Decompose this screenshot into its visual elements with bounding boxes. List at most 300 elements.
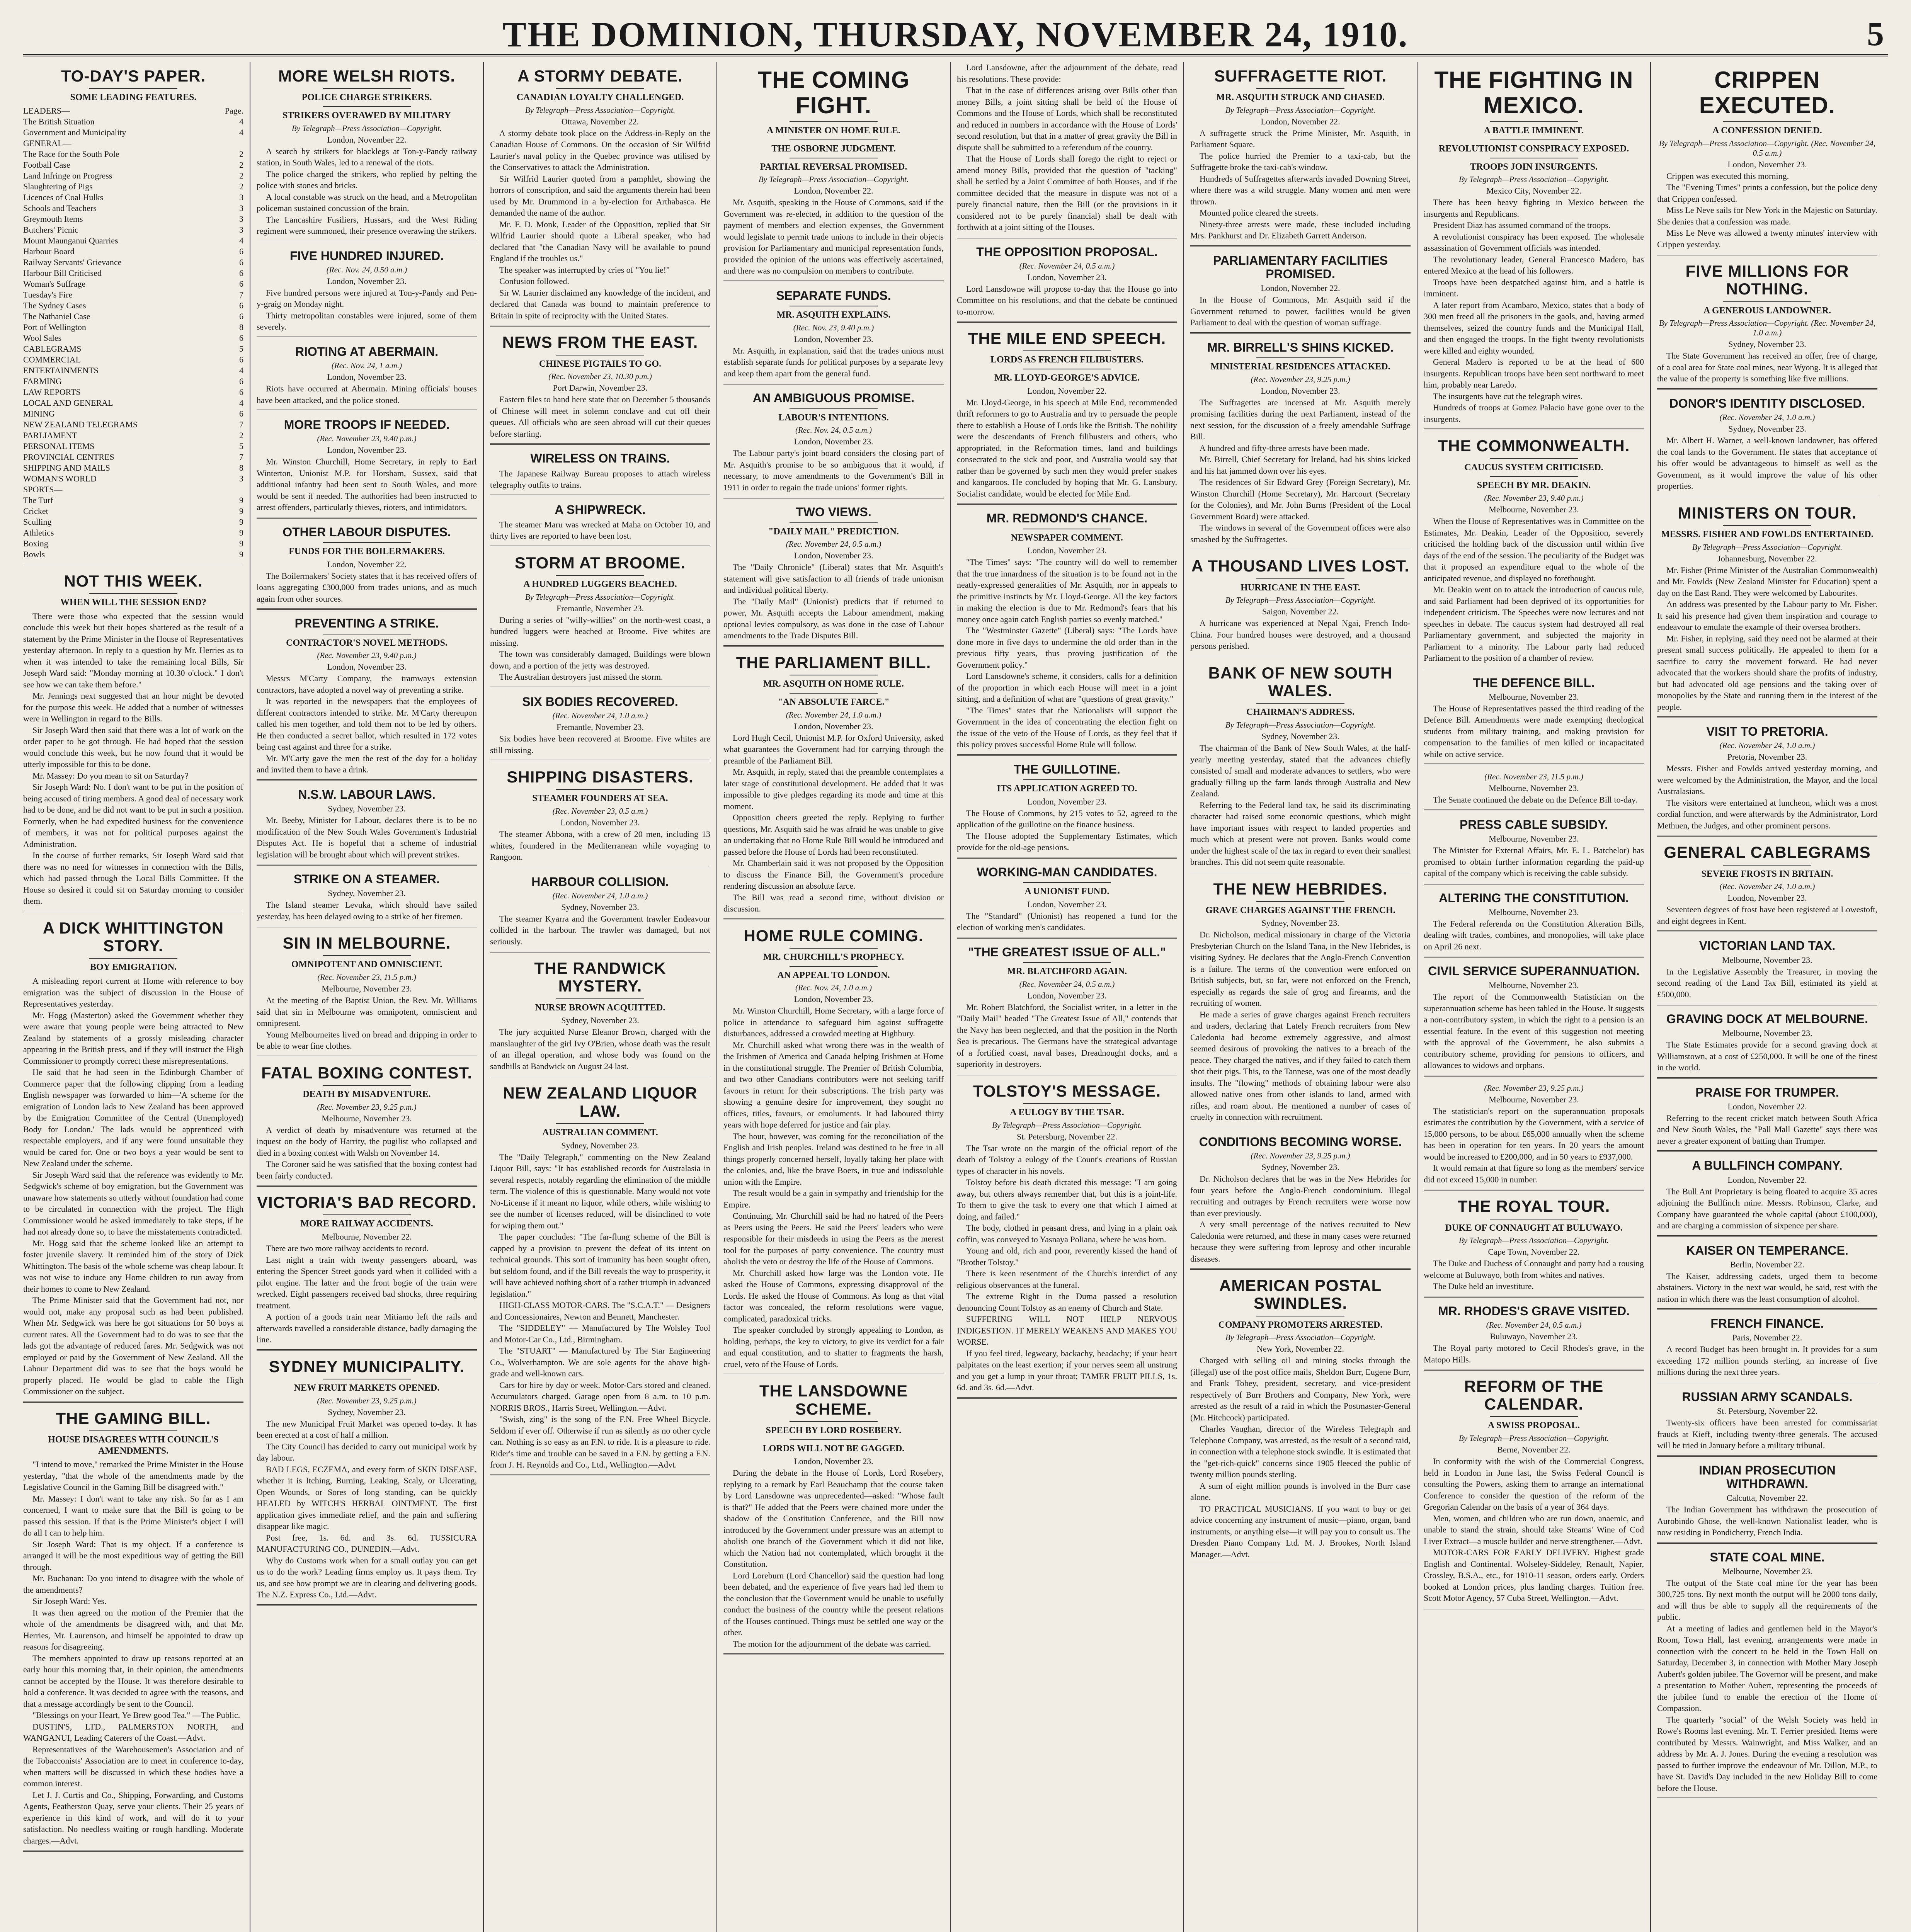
article-paragraph: Mr. F. D. Monk, Leader of the Opposition, replied that Sir Wilfrid Laurier should quote a Liberal speaker, who had declared that "the Canadian Navy will be available to pound England if the troubles us." (490, 219, 710, 264)
column-rule (950, 62, 951, 1932)
article-divider (957, 754, 1177, 756)
place-date: Melbourne, November 23. (1722, 955, 1812, 965)
article (723, 289, 944, 384)
contents-row (23, 484, 243, 495)
article (1657, 1086, 1877, 1152)
column-rule (1183, 62, 1184, 1932)
article (23, 1410, 243, 1852)
column-rule (1417, 62, 1418, 1932)
article-paragraph: Lord Lansdowne's scheme, it considers, calls for a definition of the proportion in which each House will meet in a joint sitting, and a definition of what are "questions of great gravity." (957, 671, 1177, 704)
dateline: By Telegraph—Press Association—Copyright. (1225, 720, 1376, 730)
place-date: London, November 23. (794, 994, 873, 1004)
article-paragraph: There were those who expected that the session would conclude this week but their hopes shattered as the result of a statement by the Prime Minister in the House of Representatives yesterday afternoon. In reply to a question by Mr. Herries as to when it was intended to take the remaining local Bills, Sir Joseph Ward said: "Monday morning at 10.30 o'clock." I don't see how we can take them before." (23, 611, 243, 689)
article-divider (257, 1349, 477, 1351)
article-paragraph: The Boilermakers' Society states that it has received offers of loans aggregating £300,000 from trades unions, and as much again from other sources. (257, 571, 477, 604)
article-divider (1424, 668, 1644, 669)
article-paragraph: Mr. Chamberlain said it was not proposed by the Opposition to discuss the Finance Bill, the Government's procedure rendering discussion an absolute farce. (723, 858, 944, 891)
dateline: By Telegraph—Press Association—Copyright. (525, 592, 676, 602)
dateline: (Rec. November 24, 1.0 a.m.) (1719, 413, 1815, 422)
place-date: London, November 22. (327, 134, 407, 145)
article-paragraph: The Island steamer Levuka, which should have sailed yesterday, has been delayed owing to a strike of her firemen. (257, 900, 477, 921)
article (1424, 1197, 1644, 1297)
article-paragraph: Mr. Hogg said that the scheme looked like an attempt to foster juvenile slavery. It reminded him of the story of Dick Whittington. The basis of the whole scheme was cheap labour. It was not wise to induce any Home children to run away from their homes to come to New Zealand. (23, 1238, 243, 1294)
article-paragraph: The Bull Ant Proprietary is being floated to acquire 35 acres adjoining the Bullfinch mine. Messrs. Robinson, Clarke, and Company have guaranteed the whole capital (about £100,000), and are charging a commission of sixpence per share. (1657, 1186, 1877, 1231)
contents-row (23, 160, 243, 170)
article (1190, 67, 1411, 247)
place-date: Sydney, November 23. (561, 1140, 639, 1150)
article-paragraph: Representatives of the Warehousemen's Association and of the Tobacconists' Association are to meet in conference to-day, when matters will be discussed in which these bodies have a common interest. (23, 1744, 243, 1789)
article-divider (1424, 1296, 1644, 1298)
article-headline: SUFFRAGETTE RIOT. (1214, 67, 1387, 85)
article-headline: THE RANDWICK MYSTERY. (534, 959, 666, 995)
article (490, 503, 710, 547)
headline-rule (89, 88, 177, 89)
headline-rule (1256, 703, 1344, 704)
contents-row (23, 387, 243, 398)
article (1657, 1464, 1877, 1544)
headline-rule (790, 408, 878, 409)
article-headline: TOLSTOY'S MESSAGE. (973, 1082, 1161, 1100)
article (1190, 1277, 1411, 1565)
article-divider (1657, 716, 1877, 718)
article-headline: OTHER LABOUR DISPUTES. (282, 525, 451, 539)
article-paragraph: "The Times" says: "The country will do well to remember that the true innardness of the situation is to be found not in the neatly-expressed generalities of Mr. Asquith, nor in appeals to the primitive instincts by Mr. Lloyd-George. All the key factors in making the election is due to Mr. Redmond's fears that his money once again catch English parties so evenly matched." (957, 557, 1177, 624)
article-divider (257, 779, 477, 781)
place-date: Fremantle, November 23. (556, 722, 644, 732)
contents-page: 9 (239, 538, 243, 548)
column-rule (1650, 62, 1651, 1932)
article-headline: GENERAL CABLEGRAMS (1664, 843, 1871, 862)
place-date: Melbourne, November 23. (322, 984, 412, 994)
headline-rule (1023, 962, 1111, 963)
contents-page: 2 (239, 181, 243, 191)
dateline: (Rec. November 24, 1.0 a.m.) (552, 891, 648, 900)
article-headline: "THE GREATEST ISSUE OF ALL." (968, 945, 1166, 959)
article-paragraph: There has been heavy fighting in Mexico between the insurgents and Republicans. (1424, 197, 1644, 219)
article-paragraph: If you feel tired, legweary, backachy, headachy; if your heart palpitates on the least exertion; if your nerves seem all unstrung and you get a lump in your throat; TAMER FRUIT PILLS, 1s. 6d. and 3s. 6d.—Advt. (957, 1348, 1177, 1393)
article-headline: N.S.W. LABOUR LAWS. (298, 787, 436, 801)
article-paragraph: Mr. Robert Blatchford, the Socialist writer, in a letter in the "Daily Mail" headed "The Greatest Issue of All," contends that the Navy has been neglected, and that the position in the North Sea is precarious. The Germans have the strategical advantage of a fortified coast, naval bases, Dreadnought docks, and a superiority in destroyers. (957, 1002, 1177, 1069)
contents-entry: Football Case (23, 160, 70, 170)
contents-row (23, 365, 243, 376)
place-date: Melbourne, November 23. (1489, 907, 1579, 917)
article-paragraph: Mr. Asquith, in reply, stated that the preamble contemplates a later stage of constitutional development. He added that it was impossible to give pledges regarding its mode and time at this moment. (723, 767, 944, 811)
place-date: Melbourne, November 22. (322, 1232, 412, 1242)
sub-headline: SEVERE FROSTS IN BRITAIN. (1701, 869, 1833, 879)
dateline: (Rec. November 23, 9.25 p.m.) (1251, 374, 1350, 384)
article (490, 67, 710, 327)
article-paragraph: The Suffragettes are incensed at Mr. Asquith merely promising facilities during the next Parliament, instead of the next session, for the discussion of a freely amendable Suffrage Bill. (1190, 397, 1411, 442)
article (957, 1082, 1177, 1399)
place-date: London, November 22. (1261, 116, 1340, 126)
article-paragraph: A very small percentage of the natives recruited to New Caledonia were returned, and these in many cases were returned because they were suffering from leprosy and other incurable diseases. (1190, 1219, 1411, 1264)
article-headline: A STORMY DEBATE. (517, 67, 683, 85)
article-paragraph: The town was considerably damaged. Buildings were blown down, and a portion of the jetty was destroyed. (490, 649, 710, 670)
article-paragraph: The Australian destroyers just missed the storm. (499, 672, 663, 682)
sub-headline: MR. ASQUITH ON HOME RULE. (763, 679, 904, 689)
article-paragraph: The report of the Commonwealth Statistician on the superannuation scheme has been tabled in the House. It suggests a non-contributory system, in which the right to a pension is an essential feature. In the event of this suggestion not meeting with the approval of the Government, he also submits a contributory scheme, providing for pensions to officers, and allowances to widows and orphans. (1424, 992, 1644, 1070)
article-divider (1657, 254, 1877, 255)
contents-row (23, 419, 243, 430)
place-date: London, November 23. (560, 818, 640, 827)
article-divider (1657, 388, 1877, 390)
contents-entry: LEADERS— (23, 105, 70, 116)
contents-entry: NEW ZEALAND TELEGRAMS (23, 419, 138, 429)
article (1190, 664, 1411, 873)
article-divider (723, 1653, 944, 1655)
article-paragraph: The statistician's report on the superannuation proposals estimates the contribution by the Government, with a service of 15,000 persons, to be about £65,000 annually when the scheme has been in operation for ten years. In 20 years the amount would be increased to £200,000, and in 50 years to £937,000. (1424, 1106, 1644, 1162)
article-paragraph: An address was presented by the Labour party to Mr. Fisher. It said his presence had given them inspiration and courage to endeavour to emulate the example of their oversea brothers. (1657, 599, 1877, 632)
contents-row (23, 105, 243, 116)
article-headline: THE DEFENCE BILL. (1473, 675, 1595, 690)
article-headline: CRIPPEN EXECUTED. (1699, 67, 1836, 118)
article (1657, 725, 1877, 837)
article-headline: THE OPPOSITION PROPOSAL. (976, 245, 1158, 259)
article-paragraph: "Blessings on your Heart, Ye Brew good Tea." —The Public. (32, 1710, 240, 1720)
dateline: (Rec. November 24, 1.0 a.m.) (1719, 882, 1815, 891)
article (257, 872, 477, 927)
article-paragraph: Mr. Winston Churchill, Home Secretary, with a large force of police in attendance to safeguard him against suffragette disturbances, addressed a crowded meeting at Highbury. (723, 1006, 944, 1039)
article (1657, 1551, 1877, 1799)
article-paragraph: The "STUART" — Manufactured by The Star Engineering Co., Wolverhampton. We are sole agents for the above high-grade and well-known cars. (490, 1346, 710, 1379)
article-paragraph: The speaker was interrupted by cries of "You lie!" (499, 265, 670, 275)
article-paragraph: Tolstoy before his death dictated this message: "I am going away, but others always remember that, but this is a joint-life. To them to give the task to every one that which I aimed at doing, and failed." (957, 1177, 1177, 1221)
contents-entry: Athletics (23, 527, 54, 537)
headline-rule (556, 789, 644, 790)
article-paragraph: A record Budget has been brought in. It provides for a sum exceeding 172 million pounds sterling, an increase of five millions during the next three years. (1657, 1344, 1877, 1377)
article-headline: THE ROYAL TOUR. (1457, 1197, 1610, 1216)
article-paragraph: The Minister for External Affairs, Mr. E. L. Batchelor) has promised to obtain further information regarding the paid-up capital of the company which is receiving the cable subsidy. (1424, 845, 1644, 878)
article (1657, 262, 1877, 390)
article-divider (1424, 764, 1644, 765)
article (723, 927, 944, 1376)
article-divider (490, 867, 710, 868)
contents-entry: CABLEGRAMS (23, 344, 82, 354)
contents-entry: MINING (23, 408, 55, 418)
article-paragraph: The jury acquitted Nurse Eleanor Brown, charged with the manslaughter of the girl Ivy O'Brien, whose death was the result of an illegal operation, and whose body was found on the sandhills at Bandwick on August 24 last. (490, 1027, 710, 1071)
article-divider (1190, 872, 1411, 873)
contents-page: 8 (239, 322, 243, 332)
contents-page: Page. (225, 105, 243, 116)
article-paragraph: Men, women, and children who are run down, anaemic, and unable to stand the strain, should take Steams' Wine of Cod Liver Extract—a muscle builder and nerve strengthener.—Advt. (1424, 1513, 1644, 1546)
article (957, 866, 1177, 939)
article-headline: THE COMMONWEALTH. (1438, 437, 1630, 455)
contents-entry: Port of Wellington (23, 322, 86, 332)
contents-row (23, 214, 243, 224)
sub-headline: MR. ASQUITH STRUCK AND CHASED. (1216, 92, 1385, 103)
dateline: (Rec. November 23, 9.25 p.m.) (317, 1396, 417, 1405)
article-headline: PARLIAMENTARY FACILITIES PROMISED. (1213, 253, 1388, 281)
contents-page: 2 (239, 160, 243, 170)
sub-headline: A GENEROUS LANDOWNER. (1703, 305, 1831, 316)
article (957, 330, 1177, 505)
article-paragraph: Mr. Lloyd-George, in his speech at Mile End, recommended thrift reformers to go to Australia and try to persuade the people there to establish a House of Lords like the British. The nobility were the descendants of French filibusters and others, who appropriated, in the Reformation times, land and buildings consecrated to the sick and poor, and Australia would say that rather than be governed by such men they would prefer snakes and kangaroos. He concluded by hoping that Mr. G. Lansbury, Socialist candidate, would be elected for Mile End. (957, 397, 1177, 498)
contents-entry: PROVINCIAL CENTRES (23, 452, 114, 462)
dateline: By Telegraph—Press Association—Copyright. (525, 105, 676, 115)
article-headline: THE GUILLOTINE. (1014, 762, 1120, 776)
headline-rule (790, 522, 878, 523)
article-paragraph: The State Estimates provide for a second graving dock at Williamstown, at a cost of £250,000. It will be one of the finest in the world. (1657, 1040, 1877, 1073)
article-paragraph: In conformity with the wish of the Commercial Congress, held in London in June last, the Swiss Federal Council is consulting the Powers, asking them to arrange an international Conference to consider the question of the reform of the Gregorian Calendar on the basis of a year of 364 days. (1424, 1456, 1644, 1512)
article-divider (957, 937, 1177, 939)
article-divider (257, 608, 477, 610)
article-paragraph: The chairman of the Bank of New South Wales, at the half-yearly meeting yesterday, stated that the advances chiefly consisted of small and moderate advances to settlers, who were gradually filling up the farm lands through Australia and New Zealand. (1190, 743, 1411, 798)
column-5 (957, 62, 1177, 1932)
article-paragraph: The Prime Minister said that the Government had not, nor would not, make any proposal such as had been published. When Mr. Sedgwick was here he got situations for 50 boys at current rates. All the Government had to do was to see that the lads got the advantage of reduced fares. Mr. Sedgwick was not employed or paid by the Government of New Zealand. All the Labour Department did was to see that the boys would be properly placed. He would be glad to cable the High Commissioner on the subject. (23, 1295, 243, 1396)
article-divider (957, 237, 1177, 238)
article (490, 452, 710, 496)
article-paragraph: The residences of Sir Edward Grey (Foreign Secretary), Mr. Winston Churchill (Home Secretary), Mr. Harcourt (Secretary for the Colonies), and Mr. John Burns (President of the Local Government Board) were attacked. (1190, 477, 1411, 521)
place-date: St. Petersburg, November 22. (1717, 1406, 1817, 1416)
article (1424, 891, 1644, 958)
place-date: London, November 23. (1027, 899, 1107, 909)
article-paragraph: The "Evening Times" prints a confession, but the police deny that Crippen confessed. (1657, 182, 1877, 204)
article-divider (490, 687, 710, 688)
article-paragraph: Troops have been despatched against him, and a battle is imminent. (1424, 277, 1644, 299)
article-headline: FIVE MILLIONS FOR NOTHING. (1685, 262, 1849, 298)
contents-row (23, 452, 243, 463)
article (23, 67, 243, 565)
article (23, 572, 243, 912)
article-headline: KAISER ON TEMPERANCE. (1686, 1243, 1848, 1257)
article-paragraph: Sir Joseph Ward: No. I don't want to be put in the position of being accused of tiring members. A good deal of necessary work had to be done, and he did not want to be put in such a position. Formerly, when he had expedited business for the convenience of members, it was not for political purposes against the Administration. (23, 782, 243, 849)
contents-row (23, 354, 243, 365)
article-divider (1190, 332, 1411, 334)
article (1657, 1244, 1877, 1310)
article-paragraph: At a meeting of ladies and gentlemen held in the Mayor's Room, Town Hall, last evening, arrangements were made in connection with the concert to be held in the Town Hall on Saturday, December 3, in connection with Mother Mary Joseph Aubert's golden jubilee. The Governor will be present, and make a presentation to Mother Aubert, representing the proceeds of the jubilee fund to enable the erection of the Home of Compassion. (1657, 1623, 1877, 1713)
sub-headline: HURRICANE IN THE EAST. (1241, 582, 1360, 593)
headline-rule (1723, 525, 1811, 526)
article-headline: SIN IN MELBOURNE. (282, 934, 451, 952)
contents-row (23, 527, 243, 538)
sub-headline: CONTRACTOR'S NOVEL METHODS. (286, 638, 448, 648)
sub-headline: CHINESE PIGTAILS TO GO. (539, 359, 662, 369)
column-4 (723, 62, 944, 1932)
headline-rule (1723, 865, 1811, 866)
sub-headline: A UNIONIST FUND. (1024, 886, 1110, 897)
sub-headline: MR. LLOYD-GEORGE'S ADVICE. (994, 373, 1140, 383)
place-date: Melbourne, November 23. (1489, 783, 1579, 793)
headline-rule (790, 693, 878, 694)
article-paragraph: The steamer Maru was wrecked at Maha on October 10, and thirty lives are reported to have been lost. (490, 519, 710, 541)
article (490, 959, 710, 1077)
contents-row (23, 170, 243, 181)
contents-entry: Wool Sales (23, 333, 62, 343)
article (957, 946, 1177, 1075)
article-paragraph: The Indian Government has withdrawn the prosecution of Aurobindo Ghose, the well-known Nationalist leader, who is now residing in Pondicherry, French India. (1657, 1505, 1877, 1537)
article (1657, 1159, 1877, 1236)
sub-headline: LORDS AS FRENCH FILIBUSTERS. (990, 355, 1144, 365)
dateline: By Telegraph—Press Association—Copyright. (1225, 105, 1376, 115)
article (257, 249, 477, 338)
article-paragraph: The Coroner said he was satisfied that the boxing contest had been fairly conducted. (257, 1159, 477, 1180)
article-paragraph: The "Daily Mail" (Unionist) predicts that if returned to power, Mr. Asquith accepts the Labour amendment, making optional levies compulsory, as was done in the case of Labour amendments to the Trade Disputes Bill. (723, 596, 944, 641)
article-divider (1424, 1608, 1644, 1609)
dateline: (Rec. Nov. 24, 0.5 a.m.) (795, 425, 872, 435)
place-date: Melbourne, November 23. (1722, 1028, 1812, 1038)
contents-page: 4 (239, 127, 243, 137)
article (490, 875, 710, 953)
article-paragraph: Mr. Deakin went on to attack the introduction of caucus rule, and said Parliament had been deprived of its opportunities for independent criticism. The Speeches were now lectures and not speeches in debate. The caucus system had destroyed all real Parliamentary government, and subjected the majority in Parliament to a minority. The Labour party had reduced Parliament to the position of a chamber of review. (1424, 585, 1644, 663)
place-date: London, November 23. (794, 1456, 873, 1466)
place-date: New York, November 22. (1256, 1344, 1344, 1354)
masthead (23, 12, 1888, 56)
article (723, 505, 944, 646)
newspaper-page (23, 12, 1888, 1932)
contents-page: 7 (239, 452, 243, 462)
article (723, 391, 944, 498)
article-paragraph: It would remain at that figure so long as the members' service did not exceed 15,000 in number. (1424, 1163, 1644, 1184)
headline-rule (323, 1085, 411, 1086)
article-paragraph: HIGH-CLASS MOTOR-CARS. The "S.C.A.T." — Designers and Concessionaires, Newton and Bennett, Manchester. (490, 1300, 710, 1321)
contents-row (23, 463, 243, 473)
sub-headline: MINISTERIAL RESIDENCES ATTACKED. (1210, 362, 1390, 372)
article-paragraph: Young Melbourneites lived on bread and dripping in order to be able to wear fine clothes. (257, 1029, 477, 1051)
article-paragraph: The steamer Abbona, with a crew of 20 men, including 13 whites, foundered in the Mediterranean while voyaging to Rangoon. (490, 829, 710, 862)
article-paragraph: The paper concludes: "The far-flung scheme of the Bill is capped by a provision to prevent the defeat of its intent on technical grounds. This sort of immunity has been sought often, but seldom found, and if the Bill reveals the way to prosperity, it will have achieved nothing short of a rather triumph in advanced legislation." (490, 1232, 710, 1299)
article-headline: PRESS CABLE SUBSIDY. (1459, 817, 1608, 832)
article-paragraph: The revolutionary leader, General Francesco Madero, has entered Mexico at the head of his followers. (1424, 254, 1644, 276)
contents-page: 6 (239, 387, 243, 397)
place-date: Melbourne, November 23. (1489, 1094, 1579, 1104)
column-3 (490, 62, 710, 1932)
article (23, 919, 243, 1403)
contents-page: 2 (239, 430, 243, 440)
contents-row (23, 257, 243, 268)
article (1657, 67, 1877, 255)
article-divider (957, 503, 1177, 505)
article-headline: THE PARLIAMENT BILL. (736, 653, 931, 672)
article-paragraph: The speaker concluded by strongly appealing to London, as holding, perhaps, the key to victory, to give its verdict for a fair and equal constitution, and to shatter to fragments the harsh, cruel, veto of the House of Lords. (723, 1325, 944, 1369)
sub-headline: LABOUR'S INTENTIONS. (778, 412, 889, 423)
article-paragraph: A sum of eight million pounds is involved in the Burr case alone. (1190, 1481, 1411, 1502)
article-divider (257, 517, 477, 519)
article-divider (490, 325, 710, 327)
contents-row (23, 268, 243, 279)
contents-row (23, 246, 243, 257)
headline-rule (323, 1214, 411, 1215)
contents-entry: COMMERCIAL (23, 354, 81, 364)
article-paragraph: When the House of Representatives was in Committee on the Estimates, Mr. Deakin, Leader of the Opposition, severely criticised the holding back of the discussion until within five days of the end of the session. The peculiarity of the Budget was that it proposed an expenditure equal to the whole of the anticipated revenue, and displayed no forethought. (1424, 516, 1644, 583)
article-paragraph: Mounted police cleared the streets. (1200, 208, 1319, 218)
article-paragraph: Riots have occurred at Abermain. Mining officials' houses have been attacked, and the police stoned. (257, 384, 477, 405)
contents-entry: FARMING (23, 376, 62, 386)
article-paragraph: A stormy debate took place on the Address-in-Reply on the Canadian House of Commons. On the occasion of Sir Wilfrid Laurier's naval policy in the Quebec province was utilised by the Conservatives to attack the Administration. (490, 128, 710, 172)
dateline: (Rec. November 23, 11.5 p.m.) (1484, 772, 1583, 782)
article-paragraph: A search by strikers for blacklegs at Ton-y-Pandy railway station, in South Wales, led to a renewal of the riots. (257, 146, 477, 168)
article-headline: GRAVING DOCK AT MELBOURNE. (1666, 1012, 1868, 1026)
dateline: (Rec. November 24, 0.5 a.m.) (1019, 261, 1115, 270)
dateline: By Telegraph—Press Association—Copyright. (Rec. November 24, 1.0 a.m.) (1659, 318, 1876, 338)
dateline: (Rec. Nov. 24, 0.50 a.m.) (326, 265, 407, 274)
contents-page: 6 (239, 376, 243, 386)
article (1190, 254, 1411, 334)
article-paragraph: Lord Lansdowne, after the adjournment of the debate, read his resolutions. These provide: (957, 63, 1177, 84)
contents-entry: SPORTS— (23, 484, 63, 494)
article-divider (723, 918, 944, 920)
article-divider (490, 546, 710, 547)
article (257, 934, 477, 1057)
contents-entry: The Sydney Cases (23, 300, 86, 310)
article-paragraph: The police charged the strikers, who replied by pelting the police with stones and bricks. (257, 169, 477, 190)
place-date: St. Petersburg, November 22. (1017, 1131, 1117, 1141)
article (1424, 437, 1644, 669)
sub-headline: SPEECH BY LORD ROSEBERY. (766, 1425, 902, 1435)
dateline: By Telegraph—Press Association—Copyright. (1458, 175, 1609, 184)
headline-rule (556, 998, 644, 999)
article-paragraph: A misleading report current at Home with reference to boy emigration was the subject of discussion in the House of Representatives yesterday. (23, 976, 243, 1009)
article-headline: HOME RULE COMING. (744, 926, 924, 945)
article (1190, 1135, 1411, 1270)
article-divider (957, 1397, 1177, 1399)
article (257, 345, 477, 411)
page-number: 5 (1867, 15, 1884, 53)
dateline: By Telegraph—Press Association—Copyright. (1225, 595, 1376, 605)
article-paragraph: The House of Commons, by 215 votes to 52, agreed to the application of the guillotine on the finance business. (957, 808, 1177, 830)
dateline: (Rec. November 23, 9.25 p.m.) (1484, 1083, 1584, 1093)
article-divider (257, 1604, 477, 1606)
contents-row (23, 430, 243, 441)
headline-rule (89, 1430, 177, 1431)
article-paragraph: Sir W. Laurier disclaimed any knowledge of the incident, and declared that Canada was bound to maintain preference to Britain in spite of reciprocity with the United States. (490, 287, 710, 320)
article-paragraph: The Duke held an investiture. (1433, 1281, 1534, 1291)
contents-page: 6 (239, 408, 243, 418)
article-headline: RUSSIAN ARMY SCANDALS. (1682, 1389, 1853, 1404)
article (723, 67, 944, 282)
contents-page: 6 (239, 333, 243, 343)
article-divider (23, 911, 243, 912)
article (957, 763, 1177, 859)
article-paragraph: That in the case of differences arising over Bills other than money Bills, a joint sitting shall be held of the House of Commons and the House of Lords, which shall be reconstituted and reduced in numbers in accordance with the House of Lords' second resolution, but that in a matter of great gravity the Bill in dispute shall be submitted to a referendum of the country. (957, 85, 1177, 152)
sub-headline: WHEN WILL THE SESSION END? (60, 597, 206, 608)
sub-headline: MR. ASQUITH EXPLAINS. (776, 310, 891, 320)
article-paragraph: Lord Lansdowne will propose to-day that the House go into Committee on his resolutions, and that the debate be continued to-morrow. (957, 284, 1177, 316)
article-divider (723, 281, 944, 282)
sub-headline: ITS APPLICATION AGREED TO. (997, 784, 1137, 794)
column-rule (716, 62, 717, 1932)
article-headline: TWO VIEWS. (796, 505, 871, 519)
place-date: London, November 22. (1027, 386, 1107, 396)
contents-row (23, 538, 243, 549)
article-headline: THE FIGHTING IN MEXICO. (1434, 67, 1634, 118)
article-paragraph: "I intend to move," remarked the Prime Minister in the House yesterday, "that the whole of the amendments made by the Legislative Council in the Gaming Bill be disagreed with." (23, 1459, 243, 1492)
sub-headline: DEATH BY MISADVENTURE. (303, 1089, 431, 1099)
headline-rule (323, 88, 411, 89)
sub-headline: MESSRS. FISHER AND FOWLDS ENTERTAINED. (1661, 529, 1874, 539)
contents-page: 7 (239, 289, 243, 299)
contents-entry: WOMAN'S WORLD (23, 473, 97, 483)
contents-page: 3 (239, 192, 243, 202)
article-headline: THE NEW HEBRIDES. (1213, 879, 1388, 898)
headline-rule (1490, 476, 1578, 477)
headline-rule (1490, 1416, 1578, 1417)
sub-headline: SPEECH BY MR. DEAKIN. (1477, 480, 1591, 491)
sub-headline: REVOLUTIONIST CONSPIRACY EXPOSED. (1438, 143, 1629, 154)
article-paragraph: The steamer Kyarra and the Government trawler Endeavour collided in the harbour. The trawler was damaged, but not seriously. (490, 913, 710, 946)
place-date: London, November 23. (1027, 546, 1107, 556)
place-date: Saigon, November 22. (1262, 607, 1339, 617)
dateline: By Telegraph—Press Association—Copyright. (1692, 542, 1843, 552)
article-headline: THE MILE END SPEECH. (968, 329, 1166, 348)
article (1424, 1378, 1644, 1609)
dateline: (Rec. Nov. 24, 1.0 a.m.) (795, 983, 872, 993)
contents-entry: LOCAL AND GENERAL (23, 398, 113, 408)
sub-headline: NEWSPAPER COMMENT. (1011, 532, 1123, 543)
article-paragraph: Dr. Nicholson declares that he was in the New Hebrides for four years before the Anglo-French condominium. Illegal recruiting and outrages by French recruiters were worse now than ever previously. (1190, 1174, 1411, 1218)
dateline: (Rec. November 24, 0.5 a.m.) (1019, 979, 1115, 989)
article (490, 333, 710, 445)
contents-page: 3 (239, 473, 243, 483)
